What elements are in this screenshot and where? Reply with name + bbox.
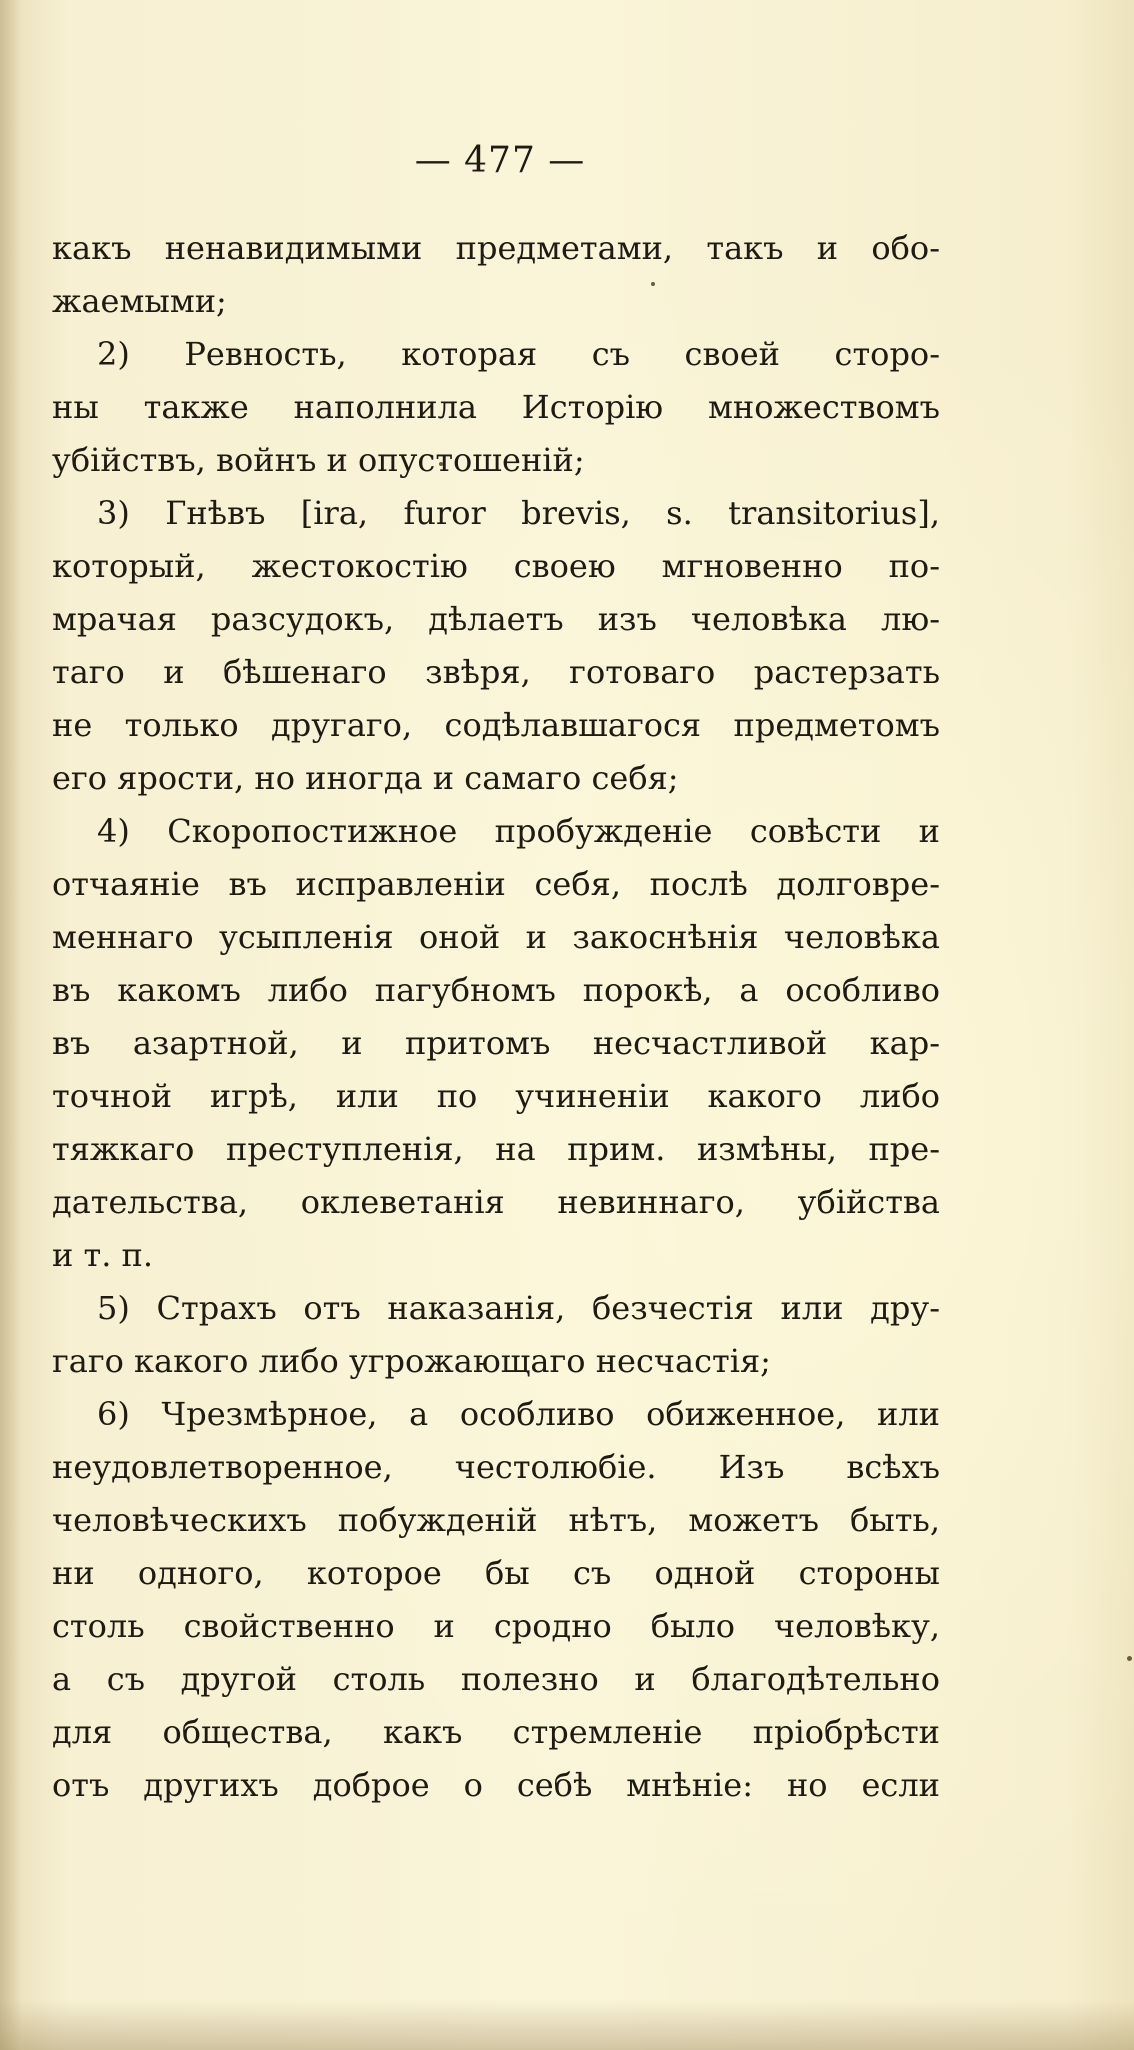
body-text [52,222,940,1812]
ink-speck [1127,1656,1132,1661]
text-line: тяжкаго преступленія, на прим. измѣны, пре- [52,1130,940,1168]
text-line: отъ другихъ доброе о себѣ мнѣніе: но если [52,1766,940,1804]
text-line: меннаго усыпленія оной и закоснѣнія человѣка [52,918,940,956]
text-line: дательства, оклеветанія невиннаго, убійства [52,1183,940,1221]
text-line: 2) Ревность, которая съ своей сторо- [97,335,940,373]
page-number: — 477 — [414,140,586,181]
text-line: столь свойственно и сродно было человѣку, [52,1607,940,1645]
text-line: для общества, какъ стремленіе пріобрѣсти [52,1713,940,1751]
text-line: таго и бѣшенаго звѣря, готоваго растерзать [52,653,940,691]
text-line: его ярости, но иногда и самаго себя; [52,759,679,797]
text-line: неудовлетворенное, честолюбіе. Изъ всѣхъ [52,1448,940,1486]
text-line: мрачая разсудокъ, дѣлаетъ изъ человѣка лю- [52,600,940,638]
text-line: 5) Страхъ отъ наказанія, безчестія или дру- [97,1289,940,1327]
page-left-shadow [0,0,22,2050]
text-line: гаго какого либо угрожающаго несчастія; [52,1342,771,1380]
text-line: отчаяніе въ исправленіи себя, послѣ долговре- [52,865,940,903]
text-line: убійствъ, войнъ и опустошеній; [52,441,585,479]
text-line: 4) Скоропостижное пробужденіе совѣсти и [97,812,940,850]
text-line: ни одного, которое бы съ одной стороны [52,1554,940,1592]
text-line: жаемыми; [52,282,227,320]
text-line: человѣческихъ побужденій нѣтъ, можетъ быть, [52,1501,940,1539]
text-line: 6) Чрезмѣрное, а особливо обиженное, или [97,1395,940,1433]
text-line: въ какомъ либо пагубномъ порокѣ, а особливо [52,971,940,1009]
text-line: въ азартной, и притомъ несчастливой кар- [52,1024,940,1062]
text-line: точной игрѣ, или по учиненіи какого либо [52,1077,940,1115]
text-line: который, жестокостію своею мгновенно по- [52,547,940,585]
text-line: а съ другой столь полезно и благодѣтельно [52,1660,940,1698]
text-line: не только другаго, содѣлавшагося предметомъ [52,706,940,744]
text-line: какъ ненавидимыми предметами, такъ и обо- [52,229,940,267]
text-line: и т. п. [52,1236,154,1274]
text-line: ны также наполнила Исторію множествомъ [52,388,940,426]
page-bottom-shadow [0,2000,1134,2050]
text-line: 3) Гнѣвъ [ira, furor brevis, s. transitorius], [97,494,940,532]
